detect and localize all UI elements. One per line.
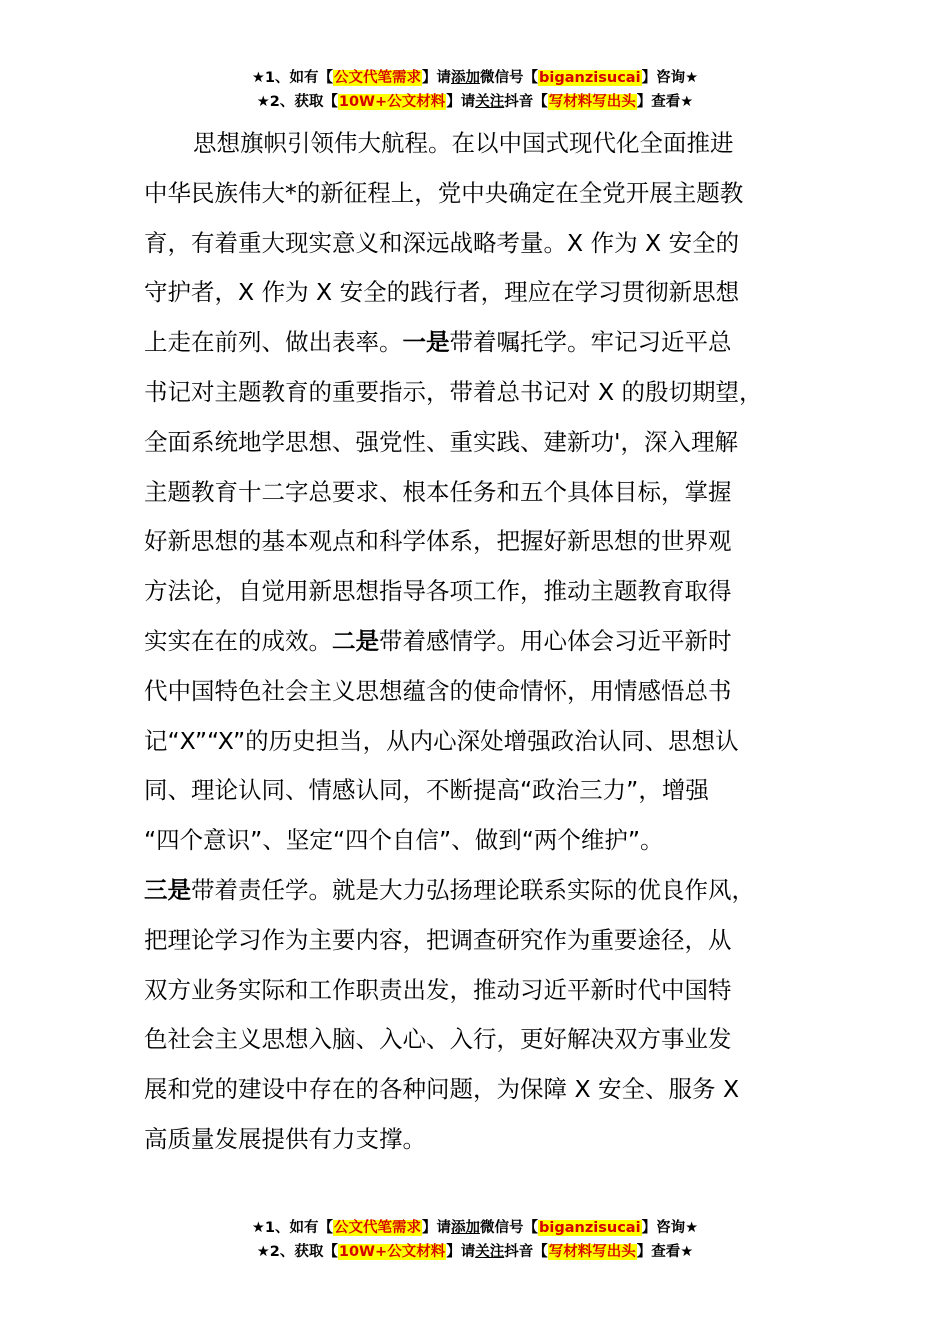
promo-highlight-service: 公文代笔需求 bbox=[334, 1220, 422, 1236]
promo-highlight-douyin: 写材料写出头 bbox=[548, 1244, 636, 1260]
promo-line-2 bbox=[0, 90, 950, 114]
footer-promo bbox=[0, 1216, 950, 1264]
body-line bbox=[144, 318, 834, 368]
body-line: 主题教育十二字总要求、根本任务和五个具体目标，掌握 bbox=[144, 477, 732, 506]
body-line: 色社会主义思想入脑、入心、入行，更好解决双方事业发 bbox=[144, 1025, 732, 1054]
header-promo bbox=[0, 66, 950, 114]
promo-text: 】咨询★ bbox=[641, 70, 699, 86]
body-line: 把理论学习作为主要内容，把调查研究作为重要途径，从 bbox=[144, 925, 732, 954]
promo-line-1 bbox=[0, 1216, 950, 1240]
promo-text: 抖音【 bbox=[504, 1244, 548, 1260]
promo-text: ★1、如有【 bbox=[251, 70, 334, 86]
promo-highlight-wechat: biganzisucai bbox=[539, 70, 641, 86]
point-three-label: 三是 bbox=[144, 875, 191, 904]
body-text: 带着嘱托学。牢记习近平总 bbox=[449, 328, 732, 357]
promo-text: ★2、获取【 bbox=[256, 94, 338, 110]
body-line: 代中国特色社会主义思想蕴含的使命情怀，用情感悟总书 bbox=[144, 676, 732, 705]
body-line: 方法论，自觉用新思想指导各项工作，推动主题教育取得 bbox=[144, 577, 732, 606]
promo-highlight-service: 公文代笔需求 bbox=[334, 70, 422, 86]
promo-highlight-materials: 10W+公文材料 bbox=[338, 94, 446, 110]
body-line: 守护者，X 作为 X 安全的践行者，理应在学习贯彻新思想 bbox=[144, 278, 740, 307]
promo-text: 】请 bbox=[422, 70, 452, 86]
body-line: 全面系统地学思想、强党性、重实践、建新功'，深入理解 bbox=[144, 427, 738, 456]
promo-text: ★2、获取【 bbox=[256, 1244, 338, 1260]
promo-underline-add: 添加 bbox=[451, 70, 481, 86]
promo-text: 抖音【 bbox=[504, 94, 548, 110]
promo-highlight-materials: 10W+公文材料 bbox=[338, 1244, 446, 1260]
body-line: “四个意识”、坚定“四个自信”、做到“两个维护”。 bbox=[144, 826, 664, 855]
body-text: 带着责任学。就是大力弘扬理论联系实际的优良作风， bbox=[191, 875, 755, 904]
promo-text: ★1、如有【 bbox=[251, 1220, 334, 1236]
body-text: 上走在前列、做出表率。 bbox=[144, 328, 403, 357]
promo-underline-follow: 关注 bbox=[475, 94, 505, 110]
document-body bbox=[144, 119, 834, 1165]
promo-text: 】查看★ bbox=[636, 94, 694, 110]
body-line: 同、理论认同、情感认同，不断提高“政治三力”，增强 bbox=[144, 776, 709, 805]
promo-text: 】请 bbox=[446, 1244, 476, 1260]
promo-text: 微信号【 bbox=[480, 70, 539, 86]
body-line bbox=[144, 617, 834, 667]
promo-underline-add: 添加 bbox=[451, 1220, 481, 1236]
promo-text: 】请 bbox=[446, 94, 476, 110]
promo-highlight-wechat: biganzisucai bbox=[539, 1220, 641, 1236]
body-line: 中华民族伟大*的新征程上，党中央确定在全党开展主题教 bbox=[144, 178, 744, 207]
body-line: 育，有着重大现实意义和深远战略考量。X 作为 X 安全的 bbox=[144, 228, 740, 257]
promo-line-2 bbox=[0, 1240, 950, 1264]
promo-text: 】咨询★ bbox=[641, 1220, 699, 1236]
body-text: 实实在在的成效。 bbox=[144, 626, 332, 655]
promo-text: 】请 bbox=[422, 1220, 452, 1236]
body-line: 好新思想的基本观点和科学体系，把握好新思想的世界观 bbox=[144, 527, 732, 556]
promo-line-1 bbox=[0, 66, 950, 90]
body-line: 双方业务实际和工作职责出发，推动习近平新时代中国特 bbox=[144, 975, 732, 1004]
point-two-label: 二是 bbox=[332, 626, 379, 655]
body-line: 思想旗帜引领伟大航程。在以中国式现代化全面推进 bbox=[193, 129, 734, 157]
body-line: 记“X”“X”的历史担当，从内心深处增强政治认同、思想认 bbox=[144, 726, 739, 755]
body-text: 带着感情学。用心体会习近平新时 bbox=[379, 626, 732, 655]
point-one-label: 一是 bbox=[402, 328, 450, 357]
promo-text: 】查看★ bbox=[636, 1244, 694, 1260]
promo-text: 微信号【 bbox=[480, 1220, 539, 1236]
promo-underline-follow: 关注 bbox=[475, 1244, 505, 1260]
body-line bbox=[144, 866, 834, 916]
body-line: 书记对主题教育的重要指示，带着总书记对 X 的殷切期望， bbox=[144, 377, 763, 406]
body-line: 展和党的建设中存在的各种问题，为保障 X 安全、服务 X bbox=[144, 1075, 740, 1104]
body-line: 高质量发展提供有力支撑。 bbox=[144, 1124, 426, 1153]
promo-highlight-douyin: 写材料写出头 bbox=[548, 94, 636, 110]
